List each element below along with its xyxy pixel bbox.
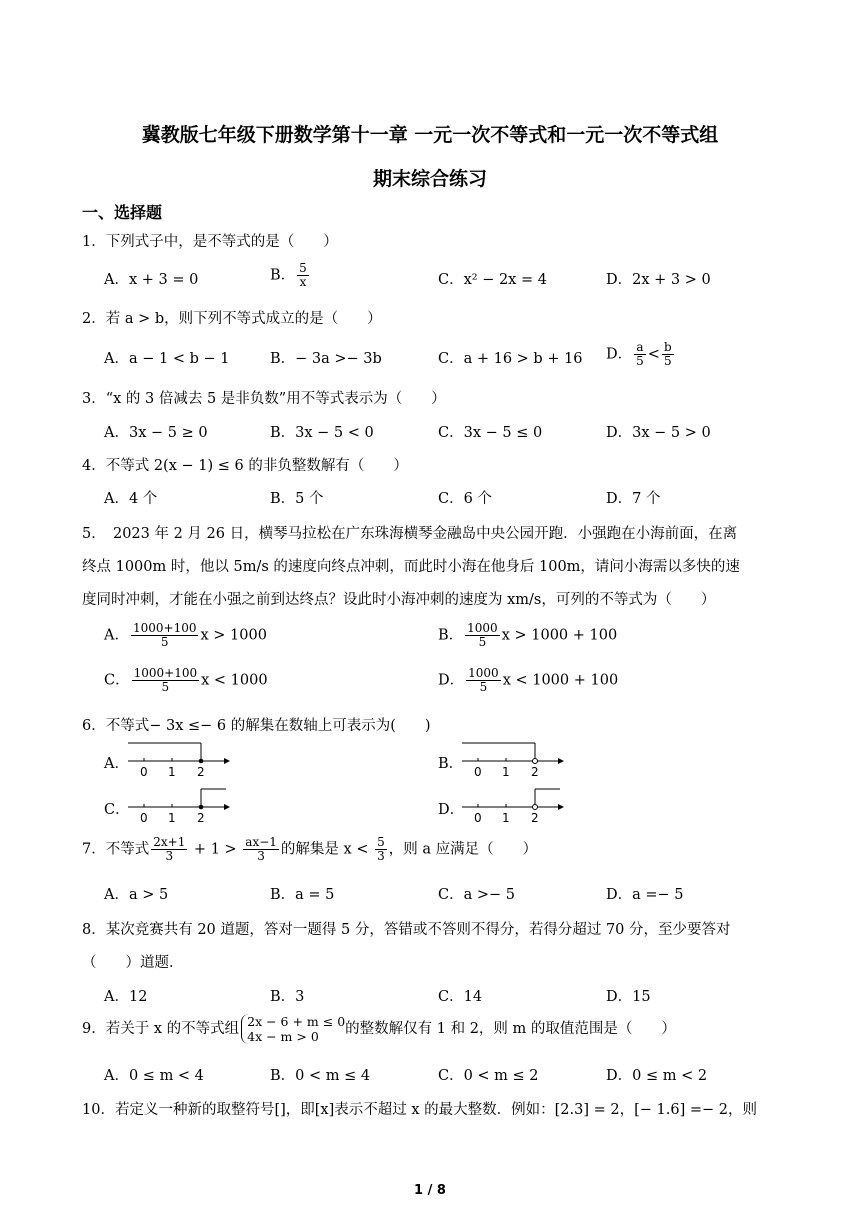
- question-9-stem: 9．若关于 x 的不等式组 2x − 6 + m ≤ 0 4x − m > 0 的整数解仅有 1 和 2，则 m 的取值范围是（ ）: [82, 1014, 676, 1044]
- q5-option-d: D． $\frac{1000}{5}$ x < 1000 + 100: [438, 666, 619, 694]
- tick-label-1: 1: [502, 765, 510, 779]
- q7-option-b: B．a = 5: [270, 887, 335, 903]
- q2-option-c: C．a + 16 > b + 16: [438, 351, 583, 367]
- document-title: 冀教版七年级下册数学第十一章 一元一次不等式和一元一次不等式组: [141, 124, 719, 146]
- q3-option-c: C．3x − 5 ≤ 0: [438, 425, 543, 441]
- question-5-line-3: 度同时冲刺，才能在小强之前到达终点？设此时小海冲刺的速度为 xm/s，可列的不等式为（ ）: [82, 592, 716, 608]
- q9-option-a: A．0 ≤ m < 4: [104, 1068, 204, 1084]
- q6-option-a-number-line: [126, 740, 236, 780]
- question-4-stem: 4．不等式 2(x − 1) ≤ 6 的非负整数解有（ ）: [82, 458, 408, 474]
- q1-option-c: C．x² − 2x = 4: [438, 272, 547, 288]
- question-7-stem: 7．不等式 $\frac{2x+1}{3}$ + 1 > $\frac{ax-1}{3}$ 的解集是 x < $\frac{5}{3}$ ，则 a 应满足（ ）: [82, 835, 538, 863]
- question-8-line-2: （ ）道题．: [82, 955, 184, 971]
- q1-option-a: A．x + 3 = 0: [104, 272, 199, 288]
- tick-label-2: 2: [197, 765, 205, 779]
- q2-option-a: A．a − 1 < b − 1: [104, 351, 230, 367]
- q4-option-d: D．7 个: [606, 491, 661, 507]
- q3-option-b: B．3x − 5 < 0: [270, 425, 374, 441]
- q6-option-a-label: A．: [104, 756, 129, 772]
- document-subtitle: 期末综合练习: [372, 168, 487, 190]
- q1-option-d: D．2x + 3 > 0: [606, 272, 711, 288]
- tick-label-2: 2: [531, 811, 539, 825]
- q4-option-a: A．4 个: [104, 491, 158, 507]
- q5-option-c: C． $\frac{1000+100}{5}$ x < 1000: [104, 666, 268, 694]
- q9-option-d: D．0 ≤ m < 2: [606, 1068, 708, 1084]
- q8-option-a: A．12: [104, 989, 148, 1005]
- tick-label-1: 1: [168, 811, 176, 825]
- q9-option-b: B．0 < m ≤ 4: [270, 1068, 371, 1084]
- q1-option-b: B． $\frac{5}{x}$: [270, 261, 307, 289]
- q7-option-c: C．a >− 5: [438, 887, 515, 903]
- tick-label-2: 2: [531, 765, 539, 779]
- question-3-stem: 3．“x 的 3 倍减去 5 是非负数”用不等式表示为（ ）: [82, 391, 446, 407]
- question-8-line-1: 8．某次竞赛共有 20 道题，答对一题得 5 分，答错或不答则不得分，若得分超过 70 分，至少要答对: [82, 922, 731, 938]
- section-heading: 一、选择题: [82, 203, 163, 222]
- tick-label-0: 0: [140, 811, 148, 825]
- q4-option-c: C．6 个: [438, 491, 492, 507]
- page-number: 1 / 8: [414, 1183, 446, 1198]
- question-2-stem: 2．若 a > b，则下列不等式成立的是（ ）: [82, 311, 382, 327]
- question-6-stem: 6．不等式− 3x ≤− 6 的解集在数轴上可表示为( ): [82, 718, 431, 734]
- q3-option-a: A．3x − 5 ≥ 0: [104, 425, 208, 441]
- q9-option-c: C．0 < m ≤ 2: [438, 1068, 539, 1084]
- q3-option-d: D．3x − 5 > 0: [606, 425, 711, 441]
- tick-label-0: 0: [474, 765, 482, 779]
- q5-option-a: A． $\frac{1000+100}{5}$ x > 1000: [104, 621, 267, 649]
- q8-option-b: B．3: [270, 989, 305, 1005]
- q6-option-d-label: D．: [438, 802, 465, 818]
- q7-option-d: D．a =− 5: [606, 887, 684, 903]
- question-1-stem: 1．下列式子中，是不等式的是（ ）: [82, 234, 338, 250]
- q6-option-c-number-line: [126, 786, 236, 826]
- question-5-line-1: 5． 2023 年 2 月 26 日，横琴马拉松在广东珠海横琴金融岛中央公园开跑．小强跑在小海前面，在离: [82, 526, 738, 542]
- question-10-stem: 10．若定义一种新的取整符号[]，即[x]表示不超过 x 的最大整数．例如：[2.3] = 2，[− 1.6] =− 2，则: [82, 1102, 757, 1118]
- tick-label-0: 0: [474, 811, 482, 825]
- question-5-line-2: 终点 1000m 时，他以 5m/s 的速度向终点冲刺，而此时小海在他身后 100m，请问小海需以多快的速: [82, 559, 740, 575]
- q6-option-b-number-line: [460, 740, 570, 780]
- q8-option-d: D．15: [606, 989, 651, 1005]
- q2-option-b: B．− 3a >− 3b: [270, 351, 382, 367]
- q6-option-c-label: C．: [104, 802, 130, 818]
- tick-label-0: 0: [140, 765, 148, 779]
- tick-label-1: 1: [502, 811, 510, 825]
- tick-label-2: 2: [197, 811, 205, 825]
- tick-label-1: 1: [168, 765, 176, 779]
- q2-option-d: D． $\frac{a}{5}$ < $\frac{b}{5}$: [606, 340, 672, 368]
- q7-option-a: A．a > 5: [104, 887, 169, 903]
- q8-option-c: C．14: [438, 989, 483, 1005]
- q6-option-b-label: B．: [438, 756, 464, 772]
- q4-option-b: B．5 个: [270, 491, 324, 507]
- q5-option-b: B． $\frac{1000}{5}$ x > 1000 + 100: [438, 621, 618, 649]
- q6-option-d-number-line: [460, 786, 570, 826]
